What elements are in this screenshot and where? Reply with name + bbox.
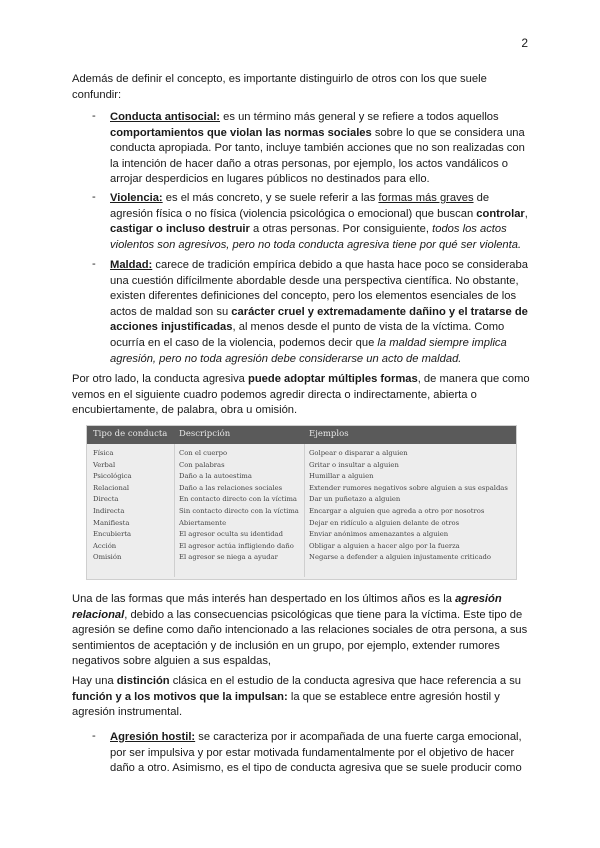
- table-row: [87, 529, 516, 541]
- bullet-violencia: Violencia: es el más concreto, y se suele referir a las formas más graves de agresión física o no física (violencia psicológica o emocional) que buscan controlar, castigar o incluso destruir a otras personas. Por consiguiente, todos los actos violentos son agresivos, pero no toda conducta agresiva tiene por qué ser violenta.: [110, 192, 528, 251]
- cell-descripcion: Daño a las relaciones sociales: [179, 483, 283, 492]
- cell-descripcion: Con palabras: [179, 460, 225, 469]
- table-row: [87, 494, 516, 506]
- term-antisocial: Conducta antisocial:: [110, 111, 221, 123]
- cell-ejemplo: Extender rumores negativos sobre alguien a sus espaldas: [309, 483, 508, 492]
- table-row: [87, 506, 516, 518]
- formas-paragraph: Por otro lado, la conducta agresiva puede adoptar múltiples formas, de manera que como vemos en el siguiente cuadro podemos agredir directa o indirectamente, abierta o encubiertamente, de palabra, obra u omisión.: [72, 373, 530, 417]
- table-body: [87, 448, 516, 564]
- table-row: [87, 541, 516, 553]
- term-maldad: Maldad:: [110, 259, 153, 271]
- table-row: [87, 448, 516, 460]
- cell-tipo: Manifiesta: [93, 518, 130, 527]
- cell-descripcion: El agresor se niega a ayudar: [179, 553, 278, 562]
- cell-tipo: Verbal: [93, 460, 116, 469]
- table-row: [87, 552, 516, 564]
- table-row: [87, 460, 516, 472]
- cell-descripcion: El agresor oculta su identidad: [179, 530, 283, 539]
- bullet-marker: -: [92, 191, 96, 203]
- header-tipo: Tipo de conducta: [93, 429, 168, 439]
- table-header: [87, 426, 516, 444]
- cell-ejemplo: Enviar anónimos amenazantes a alguien: [309, 530, 449, 539]
- cell-tipo: Acción: [93, 541, 117, 550]
- bullet-antisocial: Conducta antisocial: es un término más general y se refiere a todos aquellos comportamientos que violan las normas sociales sobre lo que se considera una conducta apropiada. Por tanto, incluye también acciones que no son realizadas con la intención de hacer daño a otras personas, por ejemplo, los actos vandálicos o arrojar desperdicios en lugares públicos no destinados para ello.: [110, 111, 525, 186]
- table-row: [87, 483, 516, 495]
- table-row: [87, 518, 516, 530]
- cell-ejemplo: Golpear o disparar a alguien: [309, 449, 408, 457]
- term-violencia: Violencia:: [110, 192, 163, 204]
- bullet-marker: -: [92, 258, 96, 270]
- bullet-hostil: Agresión hostil: se caracteriza por ir acompañada de una fuerte carga emocional, por ser impulsiva y por estar motivada fundamentalmente por el objetivo de hacer daño a otro. Asimismo, es el tipo de conducta agresiva que se suele producir como: [110, 731, 522, 775]
- cell-tipo: Encubierta: [93, 530, 132, 539]
- cell-ejemplo: Encargar a alguien que agreda a otro por nosotros: [309, 506, 485, 515]
- cell-ejemplo: Negarse a defender a alguien injustamente criticado: [309, 553, 491, 562]
- cell-ejemplo: Dejar en ridículo a alguien delante de otros: [309, 518, 460, 527]
- cell-descripcion: En contacto directo con la víctima: [179, 495, 297, 504]
- intro-paragraph: Además de definir el concepto, es importante distinguirlo de otros con los que suele confundir:: [72, 73, 487, 101]
- cell-descripcion: Daño a la autoestima: [179, 472, 252, 481]
- cell-descripcion: Con el cuerpo: [179, 449, 228, 457]
- cell-tipo: Indirecta: [93, 506, 125, 515]
- table-row: [87, 471, 516, 483]
- header-ejemplos: Ejemplos: [309, 429, 349, 439]
- aggression-types-table: [86, 425, 517, 580]
- relacional-paragraph: Una de las formas que más interés han despertado en los últimos años es la agresión relacional, debido a las consecuencias psicológicas que tiene para la víctima. Este tipo de agresión se define como daño intencionado a las relaciones sociales de otra persona, a sus sentimientos de aceptación y de inclusión en un grupo, por ejemplo, extender rumores negativos sobre alguien a sus espaldas,: [72, 593, 528, 668]
- cell-tipo: Directa: [93, 495, 119, 504]
- cell-tipo: Relacional: [93, 483, 130, 492]
- page-number: 2: [521, 36, 528, 50]
- bullet-marker: -: [92, 730, 96, 742]
- cell-descripcion: Abiertamente: [179, 518, 227, 527]
- term-hostil: Agresión hostil:: [110, 731, 196, 743]
- cell-descripcion: Sin contacto directo con la víctima: [179, 506, 299, 515]
- cell-ejemplo: Dar un puñetazo a alguien: [309, 495, 401, 504]
- cell-ejemplo: Obligar a alguien a hacer algo por la fuerza: [309, 541, 460, 550]
- distincion-paragraph: Hay una distinción clásica en el estudio de la conducta agresiva que hace referencia a su función y a los motivos que la impulsan: la que se establece entre agresión hostil y agresión instrumental.: [72, 675, 522, 719]
- cell-tipo: Omisión: [93, 553, 122, 562]
- bullet-maldad: Maldad: carece de tradición empírica debido a que hasta hace poco se consideraba una cuestión difícilmente abordable desde una perspectiva científica. No obstante, existen diferentes definiciones del concepto, pero los elementos esenciales de los actos de maldad son su carácter cruel y extremadamente dañino y el tratarse de acciones injustificadas, al menos desde el punto de vista de la víctima. Como ocurría en el caso de la violencia, podemos decir que la maldad siempre implica agresión, pero no toda agresión debe considerarse un acto de maldad.: [110, 259, 528, 365]
- cell-tipo: Física: [93, 449, 114, 457]
- cell-descripcion: El agresor actúa infligiendo daño: [179, 541, 294, 550]
- cell-ejemplo: Gritar o insultar a alguien: [309, 460, 399, 469]
- cell-tipo: Psicológica: [93, 472, 132, 481]
- header-descripcion: Descripción: [179, 429, 231, 439]
- cell-ejemplo: Humillar a alguien: [309, 472, 374, 481]
- bullet-marker: -: [92, 110, 96, 122]
